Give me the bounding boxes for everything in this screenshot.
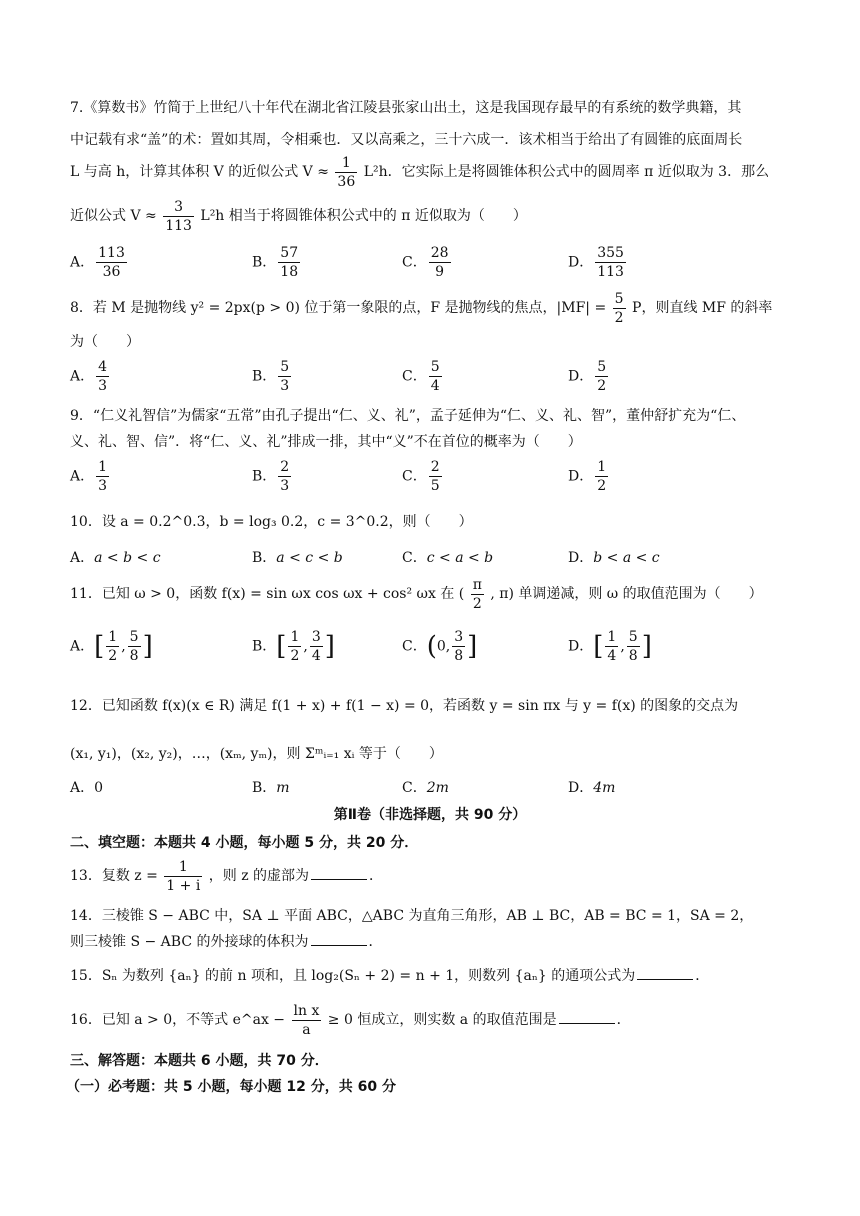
q15-answer-blank[interactable]: [637, 967, 693, 980]
q8-option-b[interactable]: B． $\frac{5}{3}$: [252, 359, 290, 394]
q9-option-b[interactable]: B． $\frac{2}{3}$: [252, 459, 290, 494]
q11-option-d[interactable]: D．[ $\frac{1}{4}$ , $\frac{5}{8}$ ]: [568, 629, 652, 664]
section-3-subtitle: （一）必考题：共 5 小题，每小题 12 分，共 60 分: [66, 1079, 396, 1095]
q16-line: 16．已知 a > 0，不等式 e^ax − $\frac{\text{ln x}}{a}$ ≥ 0 恒成立，则实数 a 的取值范围是 ．: [70, 1002, 631, 1038]
q12-option-d[interactable]: D．4m: [568, 780, 616, 796]
q7-line1: 7.《算数书》竹简于上世纪八十年代在湖北省江陵县张家山出土，这是我国现存最早的有系统的数学典籍，其: [70, 100, 742, 116]
q10-line1: 10．设 a = 0.2^0.3，b = log₃ 0.2，c = 3^0.2，则（ ）: [70, 514, 473, 530]
q7-option-a[interactable]: A． $\frac{113}{36}$: [70, 245, 125, 280]
q11-option-b[interactable]: B．[ $\frac{1}{2}$ , $\frac{3}{4}$ ]: [252, 629, 335, 664]
q9-line2: 义、礼、智、信”．将“仁、义、礼”排成一排，其中“义”不在首位的概率为（ ）: [70, 434, 582, 450]
q13-answer-blank[interactable]: [311, 867, 367, 880]
q7-line4: 近似公式 V ≈ $\frac{3}{113}$ L²h 相当于将圆锥体积公式中的 π 近似取为（ ）: [70, 198, 527, 234]
q8-line1: 8．若 M 是抛物线 y² = 2px(p > 0) 位于第一象限的点，F 是抛物线的焦点，|MF| = $\frac{5}{2}$ P，则直线 MF 的斜率: [70, 290, 773, 326]
q14-answer-blank[interactable]: [311, 933, 367, 946]
q8-option-d[interactable]: D． $\frac{5}{2}$: [568, 359, 607, 394]
q8-line2: 为（ ）: [70, 334, 140, 350]
q10-option-a[interactable]: A．a < b < c: [70, 550, 161, 566]
q7-frac-1-36: $\frac{1}{36}$: [337, 154, 356, 190]
q10-option-d[interactable]: D．b < a < c: [568, 550, 660, 566]
q15-line: 15．Sₙ 为数列 {aₙ} 的前 n 项和，且 log₂(Sₙ + 2) = n + 1，则数列 {aₙ} 的通项公式为 ．: [70, 968, 710, 984]
q12-line1: 12．已知函数 f(x)(x ∈ R) 满足 f(1 + x) + f(1 − x) = 0，若函数 y = sin πx 与 y = f(x) 的图象的交点为: [70, 698, 739, 714]
q9-line1: 9．“仁义礼智信”为儒家“五常”由孔子提出“仁、义、礼”，孟子延伸为“仁、义、礼、智”，董仲舒扩充为“仁、: [70, 408, 746, 424]
q7-option-d[interactable]: D． $\frac{355}{113}$: [568, 245, 624, 280]
part-2-title: 第Ⅱ卷（非选择题，共 90 分）: [333, 807, 527, 823]
section-2-title: 二、填空题：本题共 4 小题，每小题 5 分，共 20 分．: [70, 835, 419, 851]
q14-line1: 14．三棱锥 S − ABC 中，SA ⊥ 平面 ABC，△ABC 为直角三角形，AB ⊥ BC，AB = BC = 1，SA = 2，: [70, 908, 754, 924]
q7-option-c[interactable]: C． $\frac{28}{9}$: [402, 245, 449, 280]
q13-line: 13．复数 z = $\frac{1}{1 + i}$ ，则 z 的虚部为 ．: [70, 858, 384, 894]
q12-line2: (x₁, y₁)，(x₂, y₂)，…，(xₘ, yₘ)，则 Σᵐᵢ₌₁ xᵢ 等于（ ）: [70, 746, 443, 762]
q12-option-b[interactable]: B．m: [252, 780, 290, 796]
q7-line2: 中记载有求“盖”的术：置如其周，令相乘也．又以高乘之，三十六成一．该术相当于给出了有圆锥的底面周长: [70, 132, 743, 148]
q8-option-c[interactable]: C． $\frac{5}{4}$: [402, 359, 440, 394]
q9-option-a[interactable]: A． $\frac{1}{3}$: [70, 459, 108, 494]
q9-option-d[interactable]: D． $\frac{1}{2}$: [568, 459, 607, 494]
q11-option-a[interactable]: A．[ $\frac{1}{2}$ , $\frac{5}{8}$ ]: [70, 629, 153, 664]
q7-line3: L 与高 h，计算其体积 V 的近似公式 V ≈ $\frac{1}{36}$ L²h．它实际上是将圆锥体积公式中的圆周率 π 近似取为 3．那么: [70, 154, 770, 190]
q16-answer-blank[interactable]: [559, 1011, 615, 1024]
q11-line1: 11．已知 ω > 0，函数 f(x) = sin ωx cos ωx + cos² ωx 在 ( $\frac{\pi}{2}$ , π) 单调递减，则 ω 的取值范围为（ ）: [70, 576, 763, 612]
q9-option-c[interactable]: C． $\frac{2}{5}$: [402, 459, 440, 494]
q7-option-b[interactable]: B． $\frac{57}{18}$: [252, 245, 299, 280]
q10-option-b[interactable]: B．a < c < b: [252, 550, 343, 566]
q14-line2: 则三棱锥 S − ABC 的外接球的体积为 ．: [70, 934, 383, 950]
q12-option-c[interactable]: C．2m: [402, 780, 449, 796]
q12-option-a[interactable]: A．0: [70, 780, 104, 796]
section-3-title: 三、解答题：本题共 6 小题，共 70 分．: [70, 1053, 329, 1069]
q10-option-c[interactable]: C．c < a < b: [402, 550, 494, 566]
q11-option-c[interactable]: C．(0, $\frac{3}{8}$ ]: [402, 629, 478, 664]
q8-option-a[interactable]: A． $\frac{4}{3}$: [70, 359, 108, 394]
q7-frac-3-113: $\frac{3}{113}$: [165, 198, 192, 234]
